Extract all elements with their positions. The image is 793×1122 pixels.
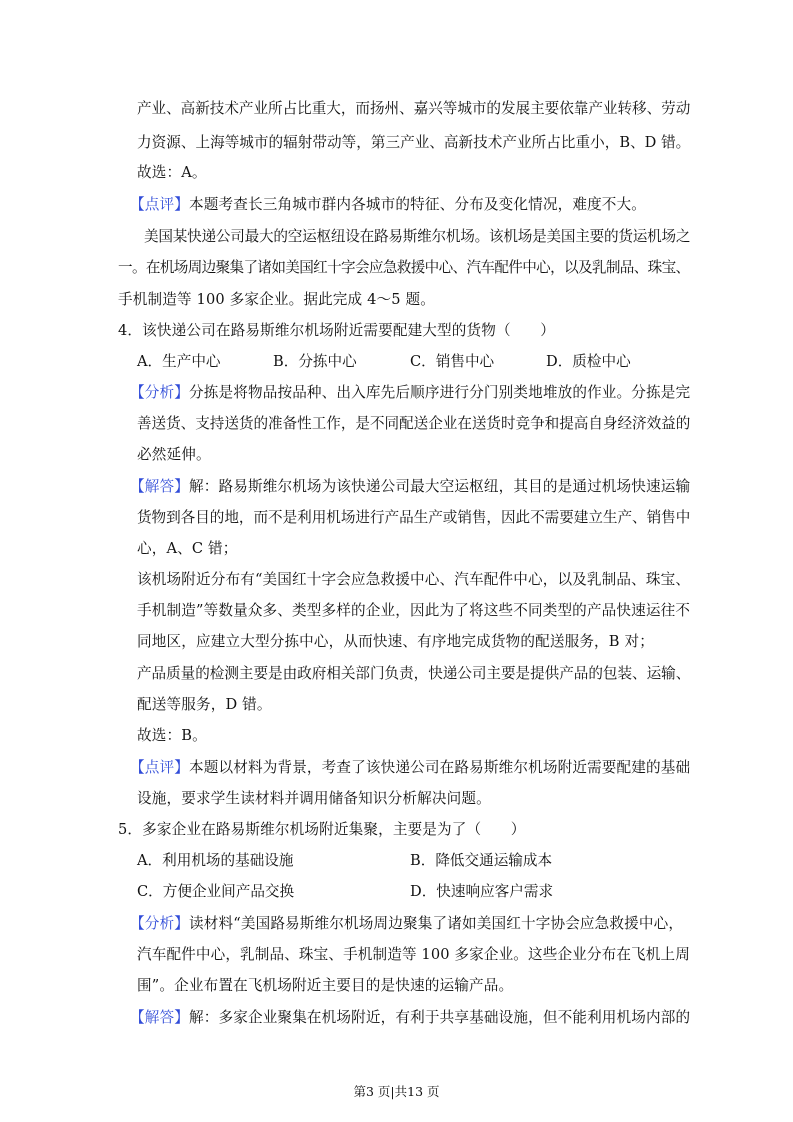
q5-option-c: C．方便企业间产品交换 [137,883,295,900]
analysis-paragraph [130,914,683,934]
q4-option-b: B．分拣中心 [273,353,357,370]
text-line: 产品质量的检测主要是由政府相关部门负责，快递公司主要是提供产品的包装、运输、 [137,665,691,682]
question-5: 5．多家企业在路易斯维尔机场附近集聚，主要是为了（ ） [118,821,526,838]
answer-tag: 【解答】 [130,1009,189,1026]
q4-option-a: A．生产中心 [137,353,221,370]
text-line: 解：多家企业聚集在机场附近，有利于共享基础设施，但不能利用机场内部的 [188,1009,691,1026]
page-footer: 第3 页|共13 页 [353,1084,440,1099]
comment-paragraph [130,758,690,778]
answer-paragraph [130,477,690,497]
question-4: 4．该快递公司在路易斯维尔机场附近需要配建大型的货物（ ） [118,322,556,339]
analysis-tag: 【分析】 [130,384,189,401]
text-line: 配送等服务，D 错。 [137,696,272,713]
answer-paragraph [130,1008,690,1028]
comment-tag: 【点评】 [130,759,189,776]
text-line: 该机场附近分布有“美国红十字会应急救援中心、汽车配件中心，以及乳制品、珠宝、 [137,571,691,588]
text-line: 力资源、上海等城市的辐射带动等，第三产业、高新技术产业所占比重小，B、D 错。 [137,134,691,151]
comment-paragraph [130,195,646,215]
text-line: 围”。企业布置在飞机场附近主要目的是快速的运输产品。 [137,977,514,994]
text-line: 分拣是将物品按品种、出入库先后顺序进行分门别类地堆放的作业。分拣是完 [188,384,691,401]
q4-option-c: C．销售中心 [410,353,495,370]
comment-tag: 【点评】 [130,196,189,213]
q5-option-a: A．利用机场的基础设施 [137,852,294,869]
text-line: 读材料“美国路易斯维尔机场周边聚集了诸如美国红十字协会应急救援中心， [188,915,684,932]
text-line: 汽车配件中心，乳制品、珠宝、手机制造等 100 多家企业。这些企业分布在飞机上周 [137,946,690,963]
text-line: 心，A、C 错； [137,540,238,557]
text-line: 手机制造等 100 多家企业。据此完成 4～5 题。 [118,291,435,308]
answer-tag: 【解答】 [130,478,189,495]
text-line: 同地区，应建立大型分拣中心，从而快速、有序地完成货物的配送服务，B 对； [137,633,654,650]
q5-option-b: B．降低交通运输成本 [410,852,553,869]
text-line: 一。在机场周边聚集了诸如美国红十字会应急救援中心、汽车配件中心，以及乳制品、珠宝、 [118,259,690,276]
analysis-paragraph [130,383,690,403]
text-line: 设施，要求学生读材料并调用储备知识分析解决问题。 [137,790,491,807]
text-line: 本题以材料为背景，考查了该快递公司在路易斯维尔机场附近需要配建的基础 [188,759,691,776]
text-line: 货物到各目的地，而不是利用机场进行产品生产或销售，因此不需要建立生产、销售中 [137,509,691,526]
text-line: 手机制造”等数量众多、类型多样的企业，因此为了将这些不同类型的产品快速运往不 [137,602,691,619]
text-line: 本题考查长三角城市群内各城市的特征、分布及变化情况，难度不大。 [188,196,647,213]
text-line: 故选：A。 [137,164,207,181]
text-line: 故选：B。 [137,727,207,744]
q5-option-d: D．快速响应客户需求 [410,883,554,900]
analysis-tag: 【分析】 [130,915,189,932]
text-line: 善送货、支持送货的准备性工作，是不同配送企业在送货时竞争和提高自身经济效益的 [137,415,691,432]
text-line: 美国某快递公司最大的空运枢纽设在路易斯维尔机场。该机场是美国主要的货运机场之 [144,228,691,245]
text-line: 必然延伸。 [137,446,211,463]
q4-option-d: D．质检中心 [546,353,631,370]
text-line: 产业、高新技术产业所占比重大，而扬州、嘉兴等城市的发展主要依靠产业转移、劳动 [137,100,691,117]
text-line: 解：路易斯维尔机场为该快递公司最大空运枢纽，其目的是通过机场快速运输 [188,478,691,495]
